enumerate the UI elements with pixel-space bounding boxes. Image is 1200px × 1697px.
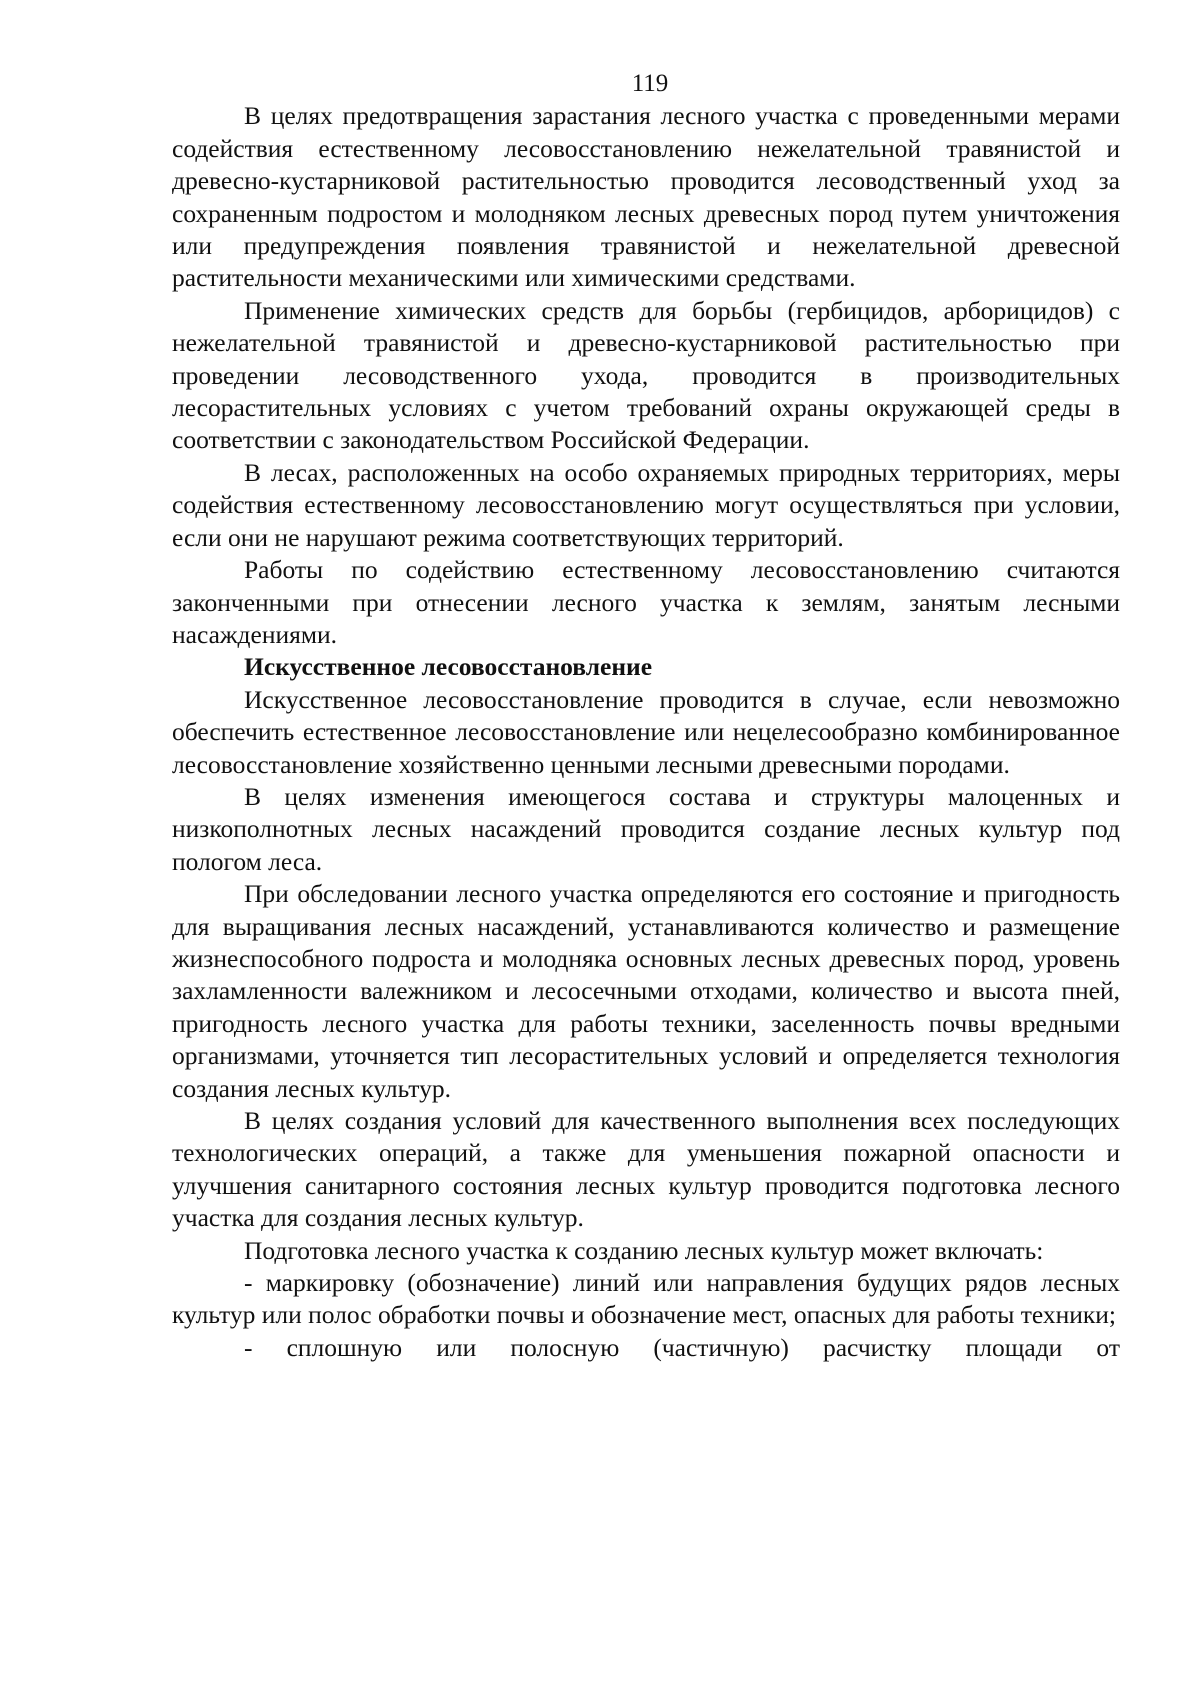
paragraph-protected-areas: В лесах, расположенных на особо охраняемых природных территориях, меры содействия естественному лесовосстановлению могут осуществляться при условии, если они не нарушают режима соответствующих территорий. (172, 457, 1120, 552)
paragraph-chemical-means: Применение химических средств для борьбы (гербицидов, арборицидов) с нежелательной травянистой и древесно-кустарниковой растительностью при проведении лесоводственного ухода, проводится в производительных лесорастительных условиях с учетом требований охраны окружающей среды в соответствии с законодательством Российской Федерации. (172, 295, 1120, 455)
paragraph-works-completed: Работы по содействию естественному лесовосстановлению считаются законченными при отнесении лесного участка к землям, занятым лесными насаждениями. (172, 555, 1120, 649)
paragraph-site-survey: При обследовании лесного участка определяются его состояние и пригодность для выращивания лесных насаждений, устанавливаются количество и размещение жизнеспособного подроста и молодняка основных лесных древесных пород, уровень захламленности валежником и лесосечными отходами, количество и высота пней, пригодность лесного участка для работы техники, заселенность почвы вредными организмами, уточняется тип лесорастительных условий и определяется технология создания лесных культур. (172, 879, 1120, 1103)
list-item-clearing: - сплошную или полосную (частичную) расчистку площади от (244, 1332, 1120, 1362)
paragraph-composition-change: В целях изменения имеющегося состава и структуры малоценных и низкополнотных лесных насаждений проводится создание лесных культур под пологом леса. (172, 781, 1120, 876)
paragraph-artificial-regeneration: Искусственное лесовосстановление проводится в случае, если невозможно обеспечить естественное лесовосстановление или нецелесообразно комбинированное лесовосстановление хозяйственно ценными лесными древесными породами. (172, 684, 1120, 779)
page-number: 119 (631, 70, 669, 97)
paragraph-site-preparation-purpose: В целях создания условий для качественного выполнения всех последующих технологических операций, а также для уменьшения пожарной опасности и улучшения санитарного состояния лесных культур проводится подготовка лесного участка для создания лесных культур. (172, 1106, 1120, 1233)
list-item-marking: - маркировку (обозначение) линий или направления будущих рядов лесных культур или полос обработки почвы и обозначение мест, опасных для работы техники; (172, 1268, 1120, 1330)
paragraph-preparation-includes: Подготовка лесного участка к созданию лесных культур может включать: (244, 1235, 1044, 1265)
document-page (172, 68, 1120, 1364)
section-heading: Искусственное лесовосстановление (244, 652, 653, 682)
paragraph-weed-control: В целях предотвращения зарастания лесного участка с проведенными мерами содействия естественному лесовосстановлению нежелательной травянистой и древесно-кустарниковой растительностью проводится лесоводственный уход за сохраненным подростом и молодняком лесных древесных пород путем уничтожения или предупреждения появления травянистой и нежелательной древесной растительности механическими или химическими средствами. (172, 101, 1120, 293)
